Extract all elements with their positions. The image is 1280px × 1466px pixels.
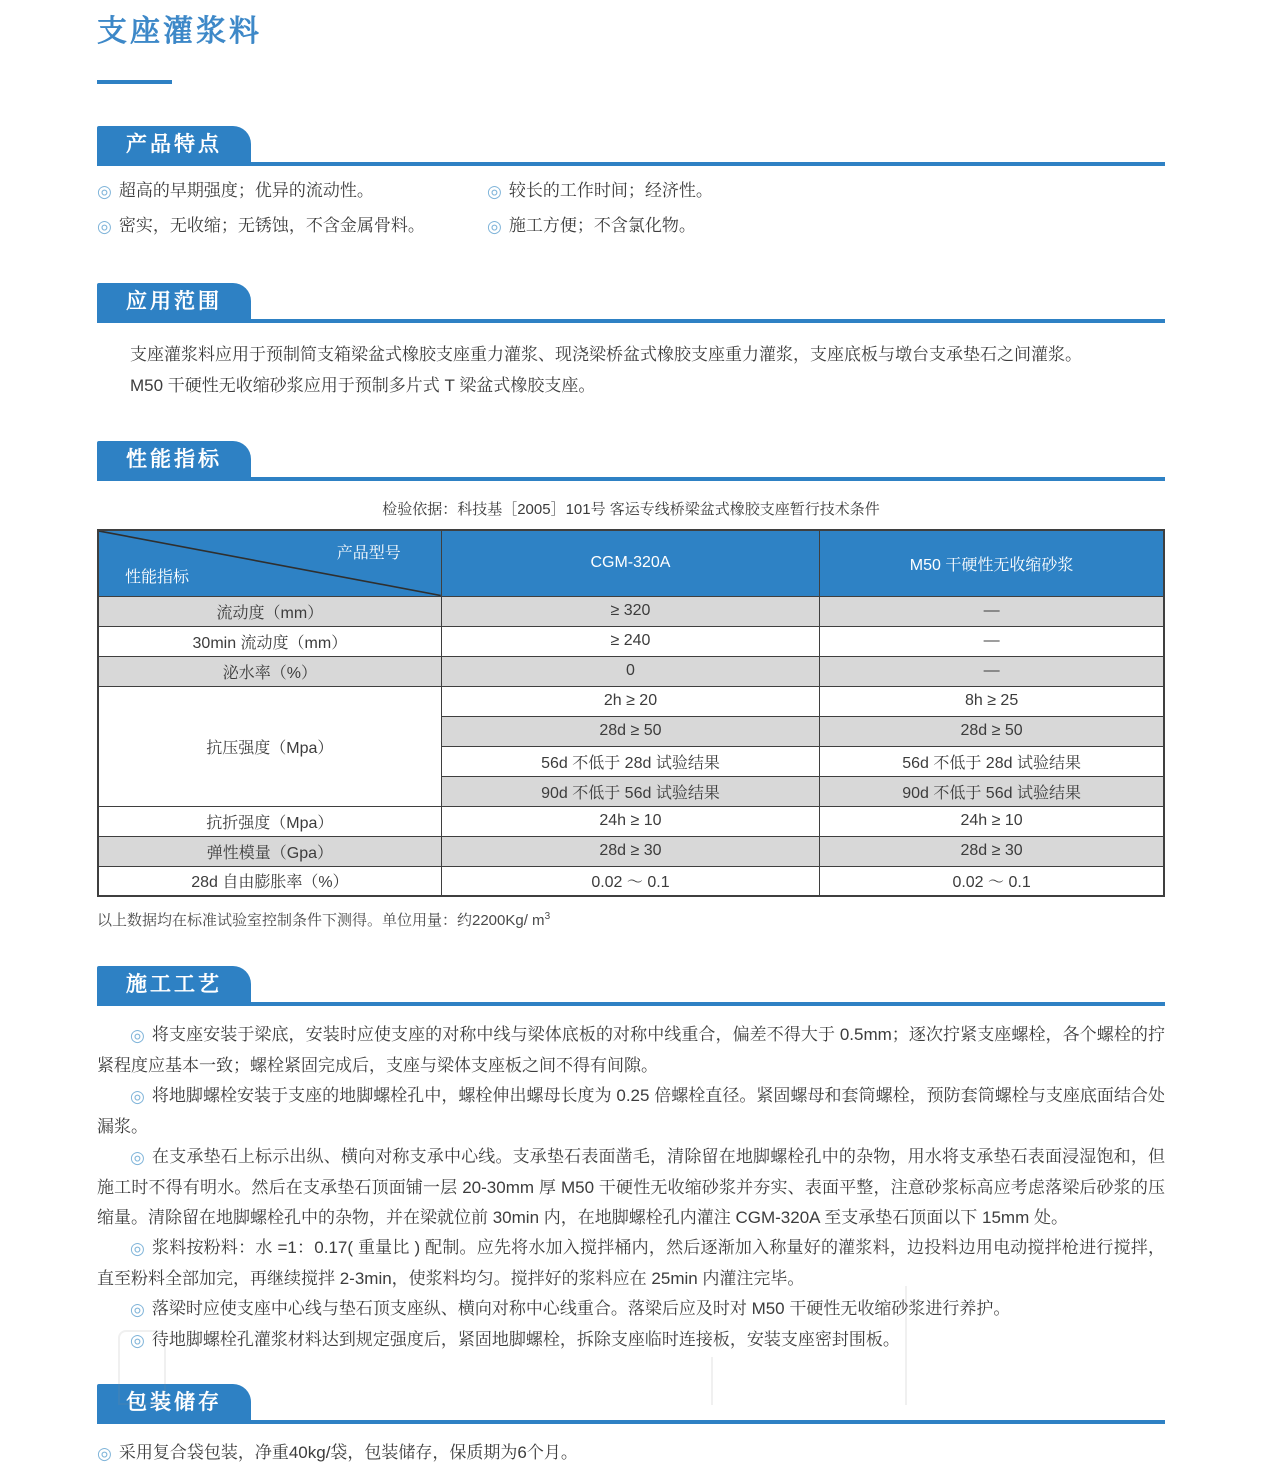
performance-table	[97, 529, 1165, 897]
feature-text: 超高的早期强度；优异的流动性。	[118, 181, 374, 200]
application-paragraph	[97, 339, 1165, 401]
page-title: 支座灌浆料	[97, 15, 262, 48]
step-text: 浆料按粉料：水 =1：0.17( 重量比 ) 配制。应先将水加入搅拌桶内，然后逐渐加入称量好的灌浆料，边投料边用电动搅拌枪进行搅拌，直至粉料全部加完，再继续搅拌 2-3min，使浆料均匀。搅拌好的浆料应在 25min 内灌注完毕。	[97, 1238, 1165, 1288]
corner-label-product-model: 产品型号	[336, 545, 401, 562]
cell-value: 90d 不低于 56d 试验结果	[820, 776, 1164, 806]
section-header-features	[97, 126, 1165, 166]
footnote-text: 以上数据均在标准试验室控制条件下测得。单位用量：约2200Kg/ m	[97, 912, 545, 929]
cell-value: 0.02 ～ 0.1	[441, 866, 819, 896]
cell-value: 0	[441, 656, 819, 686]
process-step	[97, 1020, 1165, 1081]
feature-list	[97, 180, 1165, 237]
feature-text: 施工方便；不含氯化物。	[508, 216, 696, 235]
feature-item	[97, 180, 487, 202]
step-text: 将地脚螺栓安装于支座的地脚螺栓孔中，螺栓伸出螺母长度为 0.25 倍螺栓直径。紧固螺母和套筒螺栓，预防套筒螺栓与支座底面结合处漏浆。	[97, 1086, 1166, 1136]
section-header-packaging	[97, 1384, 1165, 1424]
ring-bullet-icon: ◎	[130, 1239, 146, 1258]
packaging-item	[97, 1441, 1165, 1466]
process-step	[97, 1233, 1165, 1294]
section-header-process	[97, 966, 1165, 1006]
row-label: 弹性模量（Gpa）	[98, 836, 441, 866]
row-label: 抗折强度（Mpa）	[98, 806, 441, 836]
application-line: 支座灌浆料应用于预制简支箱梁盆式橡胶支座重力灌浆、现浇梁桥盆式橡胶支座重力灌浆，支座底板与墩台支承垫石之间灌浆。	[130, 345, 1082, 364]
cell-value: 90d 不低于 56d 试验结果	[441, 776, 819, 806]
ring-bullet-icon: ◎	[130, 1087, 145, 1106]
section-tab-performance: 性能指标	[97, 441, 251, 477]
ring-bullet-icon: ◎	[130, 1026, 145, 1045]
ring-bullet-icon: ◎	[97, 182, 112, 201]
feature-text: 较长的工作时间；经济性。	[508, 181, 713, 200]
cell-value: ≥ 320	[441, 596, 819, 626]
section-tab-packaging: 包装储存	[97, 1384, 251, 1420]
table-row	[98, 626, 1164, 656]
inspection-basis-note: 检验依据：科技基［2005］101号 客运专线桥梁盆式橡胶支座暂行技术条件	[382, 501, 880, 518]
cell-value: 8h ≥ 25	[820, 686, 1164, 716]
step-text: 在支承垫石上标示出纵、横向对称支承中心线。支承垫石表面凿毛，清除留在地脚螺栓孔中的杂物，用水将支承垫石表面浸湿饱和，但施工时不得有明水。然后在支承垫石顶面铺一层 20-30mm 厚 M50 干硬性无收缩砂浆并夯实、表面平整，注意砂浆标高应考虑落梁后砂浆的压缩量。清除留在地脚螺栓孔中的杂物，并在梁就位前 30min 内，在地脚螺栓孔内灌注 CGM-320A 至支承垫石顶面以下 15mm 处。	[97, 1147, 1165, 1227]
step-text: 将支座安装于梁底，安装时应使支座的对称中线与梁体底板的对称中线重合，偏差不得大于 0.5mm；逐次拧紧支座螺栓，各个螺栓的拧紧程度应基本一致；螺栓紧固完成后，支座与梁体支座板之间不得有间隙。	[97, 1025, 1165, 1075]
process-step	[97, 1294, 1165, 1325]
corner-label-performance-index: 性能指标	[125, 568, 190, 586]
table-row	[98, 806, 1164, 836]
ring-bullet-icon: ◎	[97, 1444, 112, 1463]
table-footnote	[97, 909, 1165, 930]
row-label-compressive-strength: 抗压强度（Mpa）	[98, 686, 441, 806]
section-tab-process: 施工工艺	[97, 966, 251, 1002]
feature-text: 密实，无收缩；无锈蚀，不含金属骨料。	[118, 216, 425, 235]
feature-item	[487, 215, 1165, 237]
row-label: 泌水率（%）	[98, 656, 441, 686]
cell-value: 24h ≥ 10	[441, 806, 819, 836]
process-step	[97, 1142, 1165, 1233]
table-row	[98, 836, 1164, 866]
process-step	[97, 1081, 1165, 1142]
table-row	[98, 686, 1164, 716]
cell-value: 56d 不低于 28d 试验结果	[820, 746, 1164, 776]
column-header: CGM-320A	[441, 530, 819, 596]
ring-bullet-icon: ◎	[130, 1331, 145, 1350]
cell-value: ≥ 240	[441, 626, 819, 656]
step-text: 待地脚螺栓孔灌浆材料达到规定强度后，紧固地脚螺栓，拆除支座临时连接板，安装支座密封围板。	[151, 1330, 900, 1349]
ring-bullet-icon: ◎	[487, 182, 502, 201]
cell-value: 28d ≥ 30	[441, 836, 819, 866]
title-underline	[97, 80, 172, 84]
section-header-application	[97, 283, 1165, 323]
cell-value: —	[820, 656, 1164, 686]
section-header-performance	[97, 441, 1165, 481]
table-row	[98, 596, 1164, 626]
feature-item	[487, 180, 1165, 202]
process-steps	[97, 1020, 1165, 1356]
cell-value: 2h ≥ 20	[441, 686, 819, 716]
application-line: M50 干硬性无收缩砂浆应用于预制多片式 T 梁盆式橡胶支座。	[130, 376, 596, 395]
process-step	[97, 1325, 1165, 1356]
packaging-text: 采用复合袋包装，净重40kg/袋，包装储存，保质期为6个月。	[118, 1443, 578, 1462]
table-corner-cell	[98, 530, 441, 596]
row-label: 流动度（mm）	[98, 596, 441, 626]
cell-value: 56d 不低于 28d 试验结果	[441, 746, 819, 776]
ring-bullet-icon: ◎	[130, 1148, 146, 1167]
table-row	[98, 866, 1164, 896]
table-row	[98, 656, 1164, 686]
footnote-superscript: 3	[544, 911, 551, 922]
cell-value: 28d ≥ 30	[820, 836, 1164, 866]
cell-value: 28d ≥ 50	[820, 716, 1164, 746]
cell-value: 0.02 ～ 0.1	[820, 866, 1164, 896]
cell-value: 28d ≥ 50	[441, 716, 819, 746]
ring-bullet-icon: ◎	[487, 217, 502, 236]
table-header-row	[98, 530, 1164, 596]
column-header: M50 干硬性无收缩砂浆	[820, 530, 1164, 596]
section-tab-application: 应用范围	[97, 283, 251, 319]
ring-bullet-icon: ◎	[130, 1300, 145, 1319]
row-label: 30min 流动度（mm）	[98, 626, 441, 656]
cell-value: 24h ≥ 10	[820, 806, 1164, 836]
cell-value: —	[820, 596, 1164, 626]
step-text: 落梁时应使支座中心线与垫石顶支座纵、横向对称中心线重合。落梁后应及时对 M50 干硬性无收缩砂浆进行养护。	[151, 1299, 1011, 1318]
cell-value: —	[820, 626, 1164, 656]
ring-bullet-icon: ◎	[97, 217, 112, 236]
section-tab-features: 产品特点	[97, 126, 251, 162]
row-label: 28d 自由膨胀率（%）	[98, 866, 441, 896]
feature-item	[97, 215, 487, 237]
